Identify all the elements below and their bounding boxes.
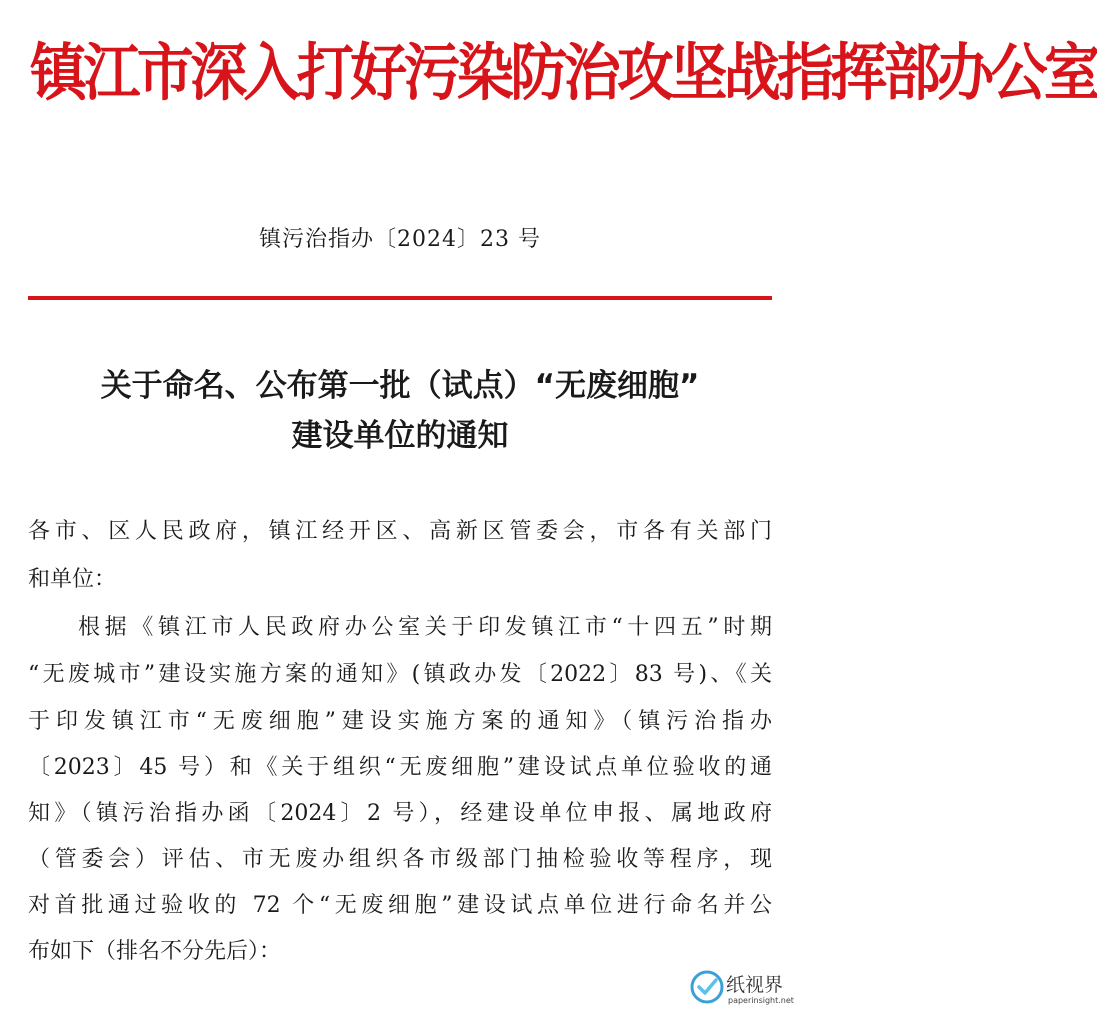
watermark xyxy=(690,966,794,1010)
red-divider xyxy=(28,296,772,300)
recipients-line-2: 和单位： xyxy=(28,567,117,592)
recipients-line-1: 各市、区人民政府，镇江经开区、高新区管委会，市各有关部门 xyxy=(28,519,772,544)
issuing-organization: 镇江市深入打好污染防治攻坚战指挥部办公室 xyxy=(30,36,1097,109)
document-title-line-1: 关于命名、公布第一批（试点）“无废细胞” xyxy=(100,368,700,404)
paragraph-line: “无废城市”建设实施方案的通知》(镇政办发〔2022〕83 号)、《关 xyxy=(28,662,772,687)
watermark-text: 纸视界 xyxy=(726,974,784,996)
paragraph-line: 对首批通过验收的 72 个“无废细胞”建设试点单位进行命名并公 xyxy=(28,893,772,918)
paragraph-line: 知》（镇污治指办函〔2024〕2 号），经建设单位申报、属地政府 xyxy=(28,801,772,826)
paperinsight-logo-icon xyxy=(690,970,724,1004)
watermark-url: paperinsight.net xyxy=(728,996,794,1005)
paragraph-line: 〔2023〕45 号）和《关于组织“无废细胞”建设试点单位验收的通 xyxy=(28,755,772,780)
paragraph-line: 布如下（排名不分先后）： xyxy=(28,939,282,964)
document-title-line-2: 建设单位的通知 xyxy=(291,418,509,454)
paragraph-line: 根据《镇江市人民政府办公室关于印发镇江市“十四五”时期 xyxy=(78,615,772,640)
paragraph-line: （管委会）评估、市无废办组织各市级部门抽检验收等程序，现 xyxy=(28,847,772,872)
paragraph-line: 于印发镇江市“无废细胞”建设实施方案的通知》（镇污治指办 xyxy=(28,709,772,734)
document-number: 镇污治指办〔2024〕23 号 xyxy=(259,227,541,252)
